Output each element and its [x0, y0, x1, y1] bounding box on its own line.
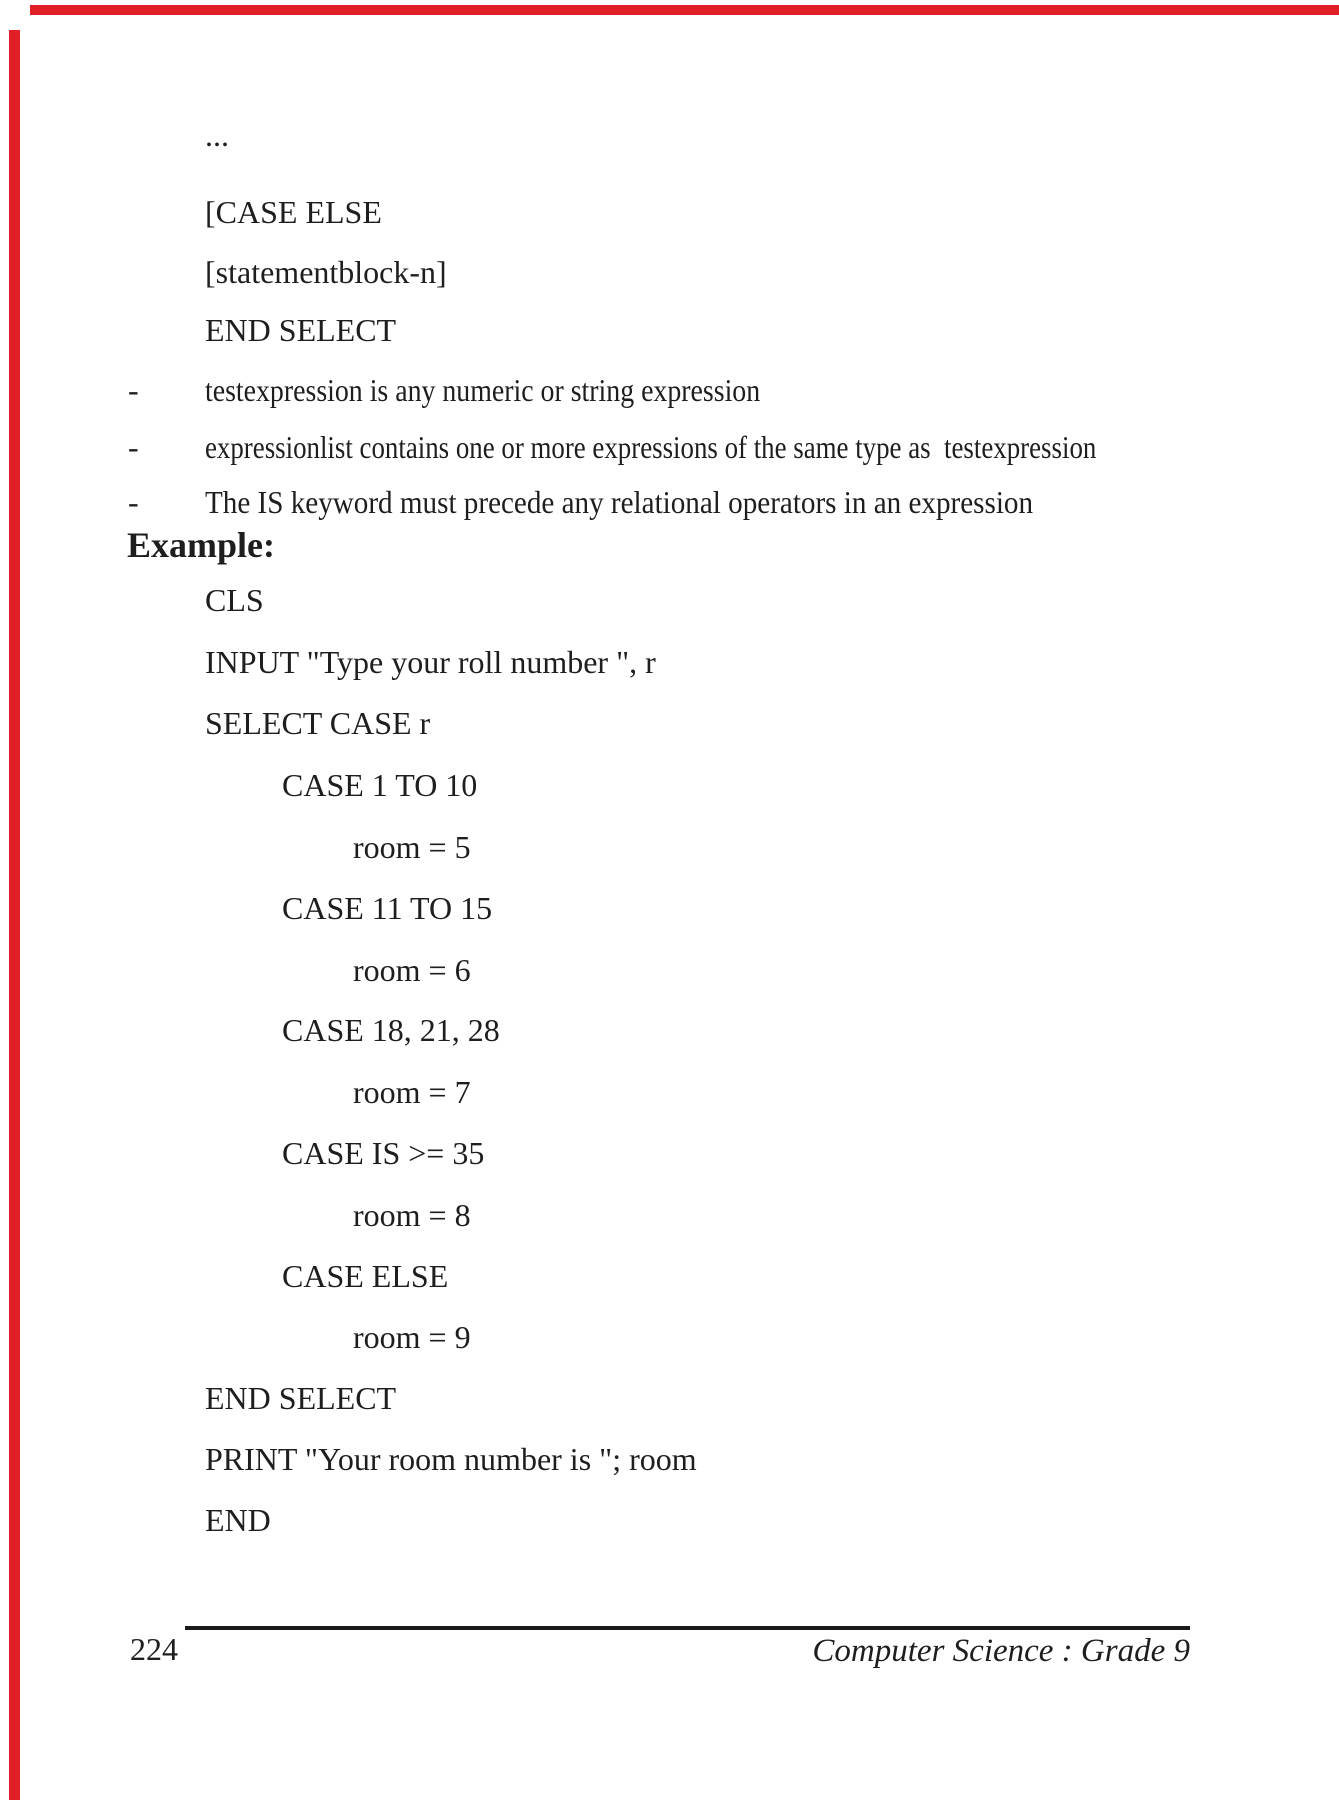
bullet-text-is-keyword: The IS keyword must precede any relational operators in an expression	[205, 484, 1034, 520]
page-border-top-rule	[30, 5, 1339, 15]
code-line-input: INPUT "Type your roll number ", r	[205, 644, 656, 680]
bullet-dash: -	[128, 484, 139, 520]
code-line-case-1-to-10: CASE 1 TO 10	[282, 767, 478, 803]
code-line-select-case: SELECT CASE r	[205, 705, 431, 741]
syntax-ellipsis: ...	[205, 117, 229, 153]
code-line-room-7: room = 7	[353, 1074, 471, 1110]
syntax-line-statementblock: [statementblock-n]	[205, 254, 447, 290]
code-line-case-11-to-15: CASE 11 TO 15	[282, 890, 493, 926]
code-line-print: PRINT "Your room number is "; room	[205, 1441, 697, 1477]
code-line-end: END	[205, 1502, 271, 1538]
example-heading: Example:	[127, 525, 275, 565]
bullet-dash: -	[128, 372, 139, 408]
code-line-case-18-21-28: CASE 18, 21, 28	[282, 1012, 500, 1048]
book-title: Computer Science : Grade 9	[812, 1633, 1190, 1669]
code-line-room-6: room = 6	[353, 952, 471, 988]
code-line-case-is-35: CASE IS >= 35	[282, 1135, 485, 1171]
code-line-room-9: room = 9	[353, 1319, 471, 1355]
code-line-room-8: room = 8	[353, 1197, 471, 1233]
bullet-text-testexpression: testexpression is any numeric or string expression	[205, 372, 761, 408]
code-line-end-select: END SELECT	[205, 1380, 397, 1416]
syntax-line-end-select: END SELECT	[205, 312, 397, 348]
syntax-line-case-else: [CASE ELSE	[205, 194, 382, 230]
bullet-text-expressionlist: expressionlist contains one or more expressions of the same type as testexpression	[205, 429, 1097, 465]
code-line-cls: CLS	[205, 582, 264, 618]
code-line-room-5: room = 5	[353, 829, 471, 865]
code-line-case-else: CASE ELSE	[282, 1258, 449, 1294]
footer-rule	[185, 1626, 1190, 1630]
page-number: 224	[130, 1631, 178, 1667]
bullet-dash: -	[128, 429, 139, 465]
page-border-left-rule	[9, 30, 20, 1800]
